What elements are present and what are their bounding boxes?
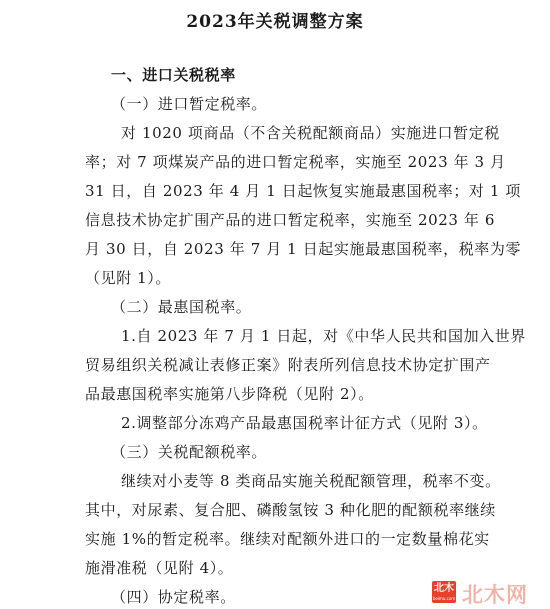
paragraph-line: 31 日，自 2023 年 4 月 1 日起恢复实施最惠国税率；对 1 项: [85, 182, 522, 200]
watermark-site-text: 北木网: [462, 583, 528, 607]
paragraph-line: 实施 1%的暂定税率。继续对配额外进口的一定数量棉花实: [85, 530, 490, 548]
paragraph-line: 贸易组织关税减让表修正案》附表所列信息技术协定扩围产: [85, 356, 491, 374]
watermark-logo: [432, 581, 456, 603]
paragraph-line: 信息技术协定扩围产品的进口暂定税率，实施至 2023 年 6: [85, 211, 496, 229]
document-title: 2023年关税调整方案: [186, 12, 364, 32]
watermark-badge-small: beimu.com: [432, 596, 456, 601]
paragraph-line: （见附 1）。: [85, 269, 172, 287]
paragraph-line: 其中，对尿素、复合肥、磷酸氢铵 3 种化肥的配额税率继续: [85, 501, 496, 519]
subsection-heading-provisional-rate: （一）进口暂定税率。: [111, 95, 268, 113]
section-heading-import-tariff: 一、进口关税税率: [111, 66, 236, 84]
paragraph-line: 品最惠国税率实施第八步降税（见附 2）。: [85, 385, 374, 403]
subsection-heading-mfn-rate: （二）最惠国税率。: [111, 298, 252, 316]
paragraph-line: 1.自 2023 年 7 月 1 日起，对《中华人民共和国加入世界: [121, 327, 526, 345]
watermark-badge-text: 北木: [434, 583, 454, 594]
paragraph-line: 2.调整部分冻鸡产品最惠国税率计征方式（见附 3）。: [121, 414, 488, 432]
site-watermark: [432, 579, 542, 605]
subsection-heading-agreement-rate: （四）协定税率。: [111, 588, 236, 606]
paragraph-line: 施滑准税（见附 4）。: [85, 559, 234, 577]
paragraph-line: 对 1020 项商品（不含关税配额商品）实施进口暂定税: [121, 124, 500, 142]
paragraph-line: 月 30 日，自 2023 年 7 月 1 日起实施最惠国税率，税率为零: [85, 240, 522, 258]
paragraph-line: 继续对小麦等 8 类商品实施关税配额管理，税率不变。: [121, 472, 501, 490]
subsection-heading-quota-rate: （三）关税配额税率。: [111, 443, 268, 461]
paragraph-line: 率；对 7 项煤炭产品的进口暂定税率，实施至 2023 年 3 月: [85, 153, 506, 171]
